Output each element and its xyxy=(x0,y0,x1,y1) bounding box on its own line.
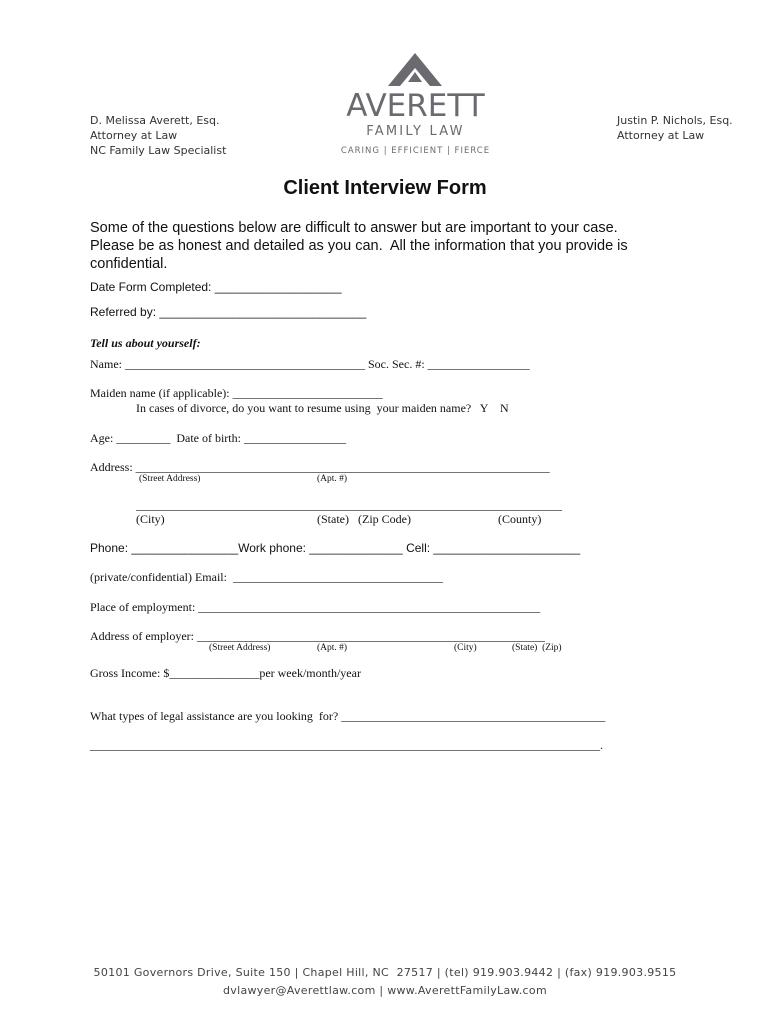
employer-hint-apt: (Apt. #) xyxy=(317,643,348,653)
attorney-right-role: Attorney at Law xyxy=(617,129,705,142)
employer-hint-state-zip: (State) (Zip) xyxy=(512,643,562,653)
intro-line-1: Some of the questions below are difficult to answer but are important to your case. xyxy=(90,220,618,236)
name-ssn-field[interactable]: Name: ________________________________________ Soc. Sec. #: _________________ xyxy=(90,357,530,371)
referred-by-field[interactable]: Referred by: _______________________________ xyxy=(90,305,367,319)
attorney-right-name: Justin P. Nichols, Esq. xyxy=(617,114,733,127)
logo-mark-icon xyxy=(386,52,444,88)
employer-address-field[interactable]: Address of employer: __________________________________________________________ xyxy=(90,629,545,643)
intro-line-3: confidential. xyxy=(90,256,168,272)
address-field[interactable]: Address: _____________________________________________________________________ xyxy=(90,460,550,474)
attorney-left-specialty: NC Family Law Specialist xyxy=(90,144,227,157)
resume-maiden-name-question[interactable]: In cases of divorce, do you want to resume using your maiden name? Y N xyxy=(136,401,509,415)
address-line-2-field[interactable]: _______________________________________________________________________ xyxy=(136,498,562,512)
address-hint-city: (City) xyxy=(136,512,165,526)
attorney-left-role: Attorney at Law xyxy=(90,129,178,142)
attorney-left-name: D. Melissa Averett, Esq. xyxy=(90,114,220,127)
legal-assistance-line-2[interactable]: _____________________________________________________________________________________. xyxy=(90,738,603,752)
employer-hint-city: (City) xyxy=(454,643,477,653)
logo-name: AVERETT xyxy=(346,88,485,124)
phone-fields[interactable]: Phone: ________________Work phone: ______________ Cell: ______________________ xyxy=(90,541,581,555)
address-hint-apt: (Apt. #) xyxy=(317,474,348,484)
logo-subtitle: FAMILY LAW xyxy=(366,124,465,139)
employment-field[interactable]: Place of employment: _________________________________________________________ xyxy=(90,600,541,614)
form-title: Client Interview Form xyxy=(283,177,487,199)
email-field[interactable]: (private/confidential) Email: ___________________________________ xyxy=(90,570,443,584)
address-hint-state-zip: (State) (Zip Code) xyxy=(317,512,411,526)
footer-contact: dvlawyer@Averettlaw.com | www.AverettFamilyLaw.com xyxy=(223,984,547,997)
date-completed-field[interactable]: Date Form Completed: ___________________ xyxy=(90,280,342,294)
maiden-name-field[interactable]: Maiden name (if applicable): _________________________ xyxy=(90,386,383,400)
legal-assistance-field[interactable]: What types of legal assistance are you looking for? ____________________________________________ xyxy=(90,709,606,723)
footer-address: 50101 Governors Drive, Suite 150 | Chapel Hill, NC 27517 | (tel) 919.903.9442 | (fax) 919.903.9515 xyxy=(93,966,677,979)
section-heading: Tell us about yourself: xyxy=(90,336,201,350)
intro-line-2: Please be as honest and detailed as you can. All the information that you provide is xyxy=(90,238,628,254)
gross-income-field[interactable]: Gross Income: $_______________per week/month/year xyxy=(90,666,361,680)
logo-tagline: CARING | EFFICIENT | FIERCE xyxy=(340,146,491,156)
age-dob-field[interactable]: Age: _________ Date of birth: _________________ xyxy=(90,431,346,445)
employer-hint-street: (Street Address) xyxy=(209,643,271,653)
address-hint-street: (Street Address) xyxy=(139,474,201,484)
address-hint-county: (County) xyxy=(498,512,542,526)
